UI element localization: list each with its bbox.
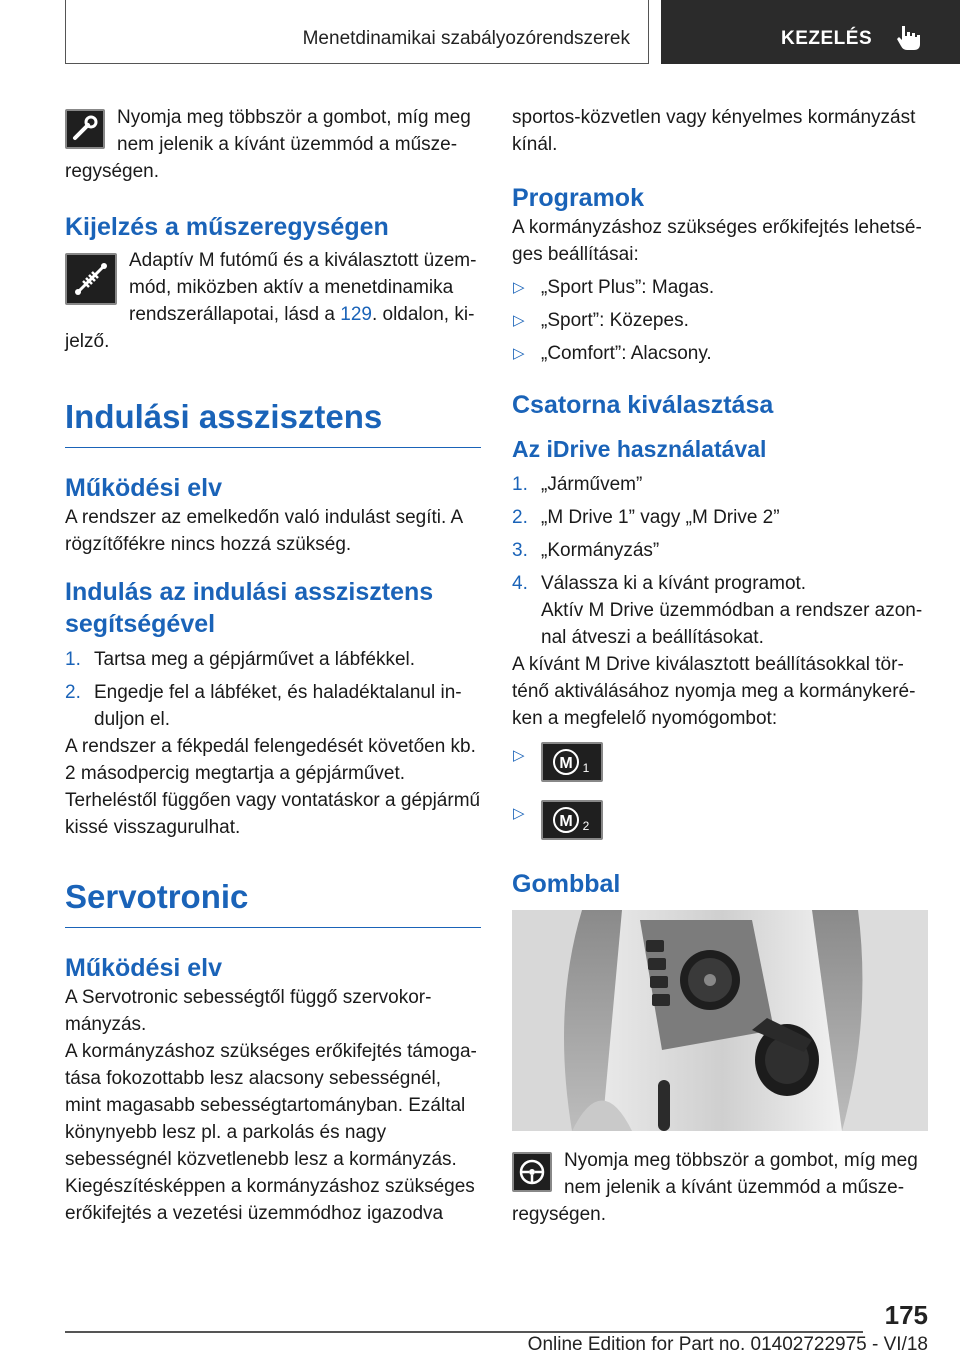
list-item [512,340,928,367]
bullet-triangle-icon: ▷ [513,345,525,362]
channel-heading: Csatorna kiválasztása [512,391,774,419]
step-text: „Kormányzás” [541,540,660,561]
program-text: „Sport Plus”: Magas. [541,277,715,298]
intro-paragraph [65,104,481,185]
display-text [65,247,481,355]
display-text-a: Adaptív M futómű és a kiválasztott üzemmód, miközben aktív a menetdinamika rendszerállapotai, lásd a [129,250,477,325]
step-number: 1. [512,474,528,495]
wrench-button-icon [65,109,105,149]
hill-para-1: A rendszer a fékpedál felengedését követően kb. 2 másodpercig megtartja a gépjárművet. [65,736,476,784]
programs-list [512,274,928,367]
right-column [512,0,928,1228]
list-item [512,570,928,597]
section-title: Menetdinamikai szabályozórendszerek [302,28,630,49]
display-heading: Kijelzés a műszeregységen [65,213,389,241]
programs-heading: Programok [512,184,644,212]
hill-steps [65,646,481,733]
list-item [65,679,481,733]
step-text: Válassza ki a kívánt programot. [541,573,807,594]
page-number: 175 [884,1300,928,1330]
mdrive-buttons-list [512,742,928,844]
bullet-triangle-icon: ▷ [513,279,525,296]
button-text: Nyomja meg többször a gombot, míg meg nem jelenik a kívánt üzemmód a műszeregységen. [512,1150,918,1225]
list-item [512,800,928,844]
idrive-steps [512,471,928,597]
hill-para-2: Terheléstől függően vagy vontatáskor a gépjármű kissé visszagurulhat. [65,790,481,838]
servotronic-title: Servotronic [65,877,481,928]
step-number: 4. [512,573,528,594]
step-number: 1. [65,649,81,670]
m-drive-1-button-icon [541,742,603,782]
left-column [65,0,481,1227]
list-item [512,307,928,334]
step-text: Tartsa meg a gépjárművet a lábfékkel. [94,649,416,670]
edition-text: Online Edition for Part no. 01402722975 - VI/18 [527,1334,928,1355]
mdrive-text: A kívánt M Drive kiválasztott beállításokkal történő aktiválásához nyomja meg a kormánykeréken a megfelelő nyomógombot: [512,654,916,729]
step-number: 3. [512,540,528,561]
servo-para-1: A Servotronic sebességtől függő szervokormányzás. [65,987,432,1035]
button-heading: Gombbal [512,870,621,898]
list-item [65,646,481,673]
list-item [512,504,928,531]
list-item [512,471,928,498]
display-paragraph [65,247,481,355]
bullet-triangle-icon: ▷ [513,805,525,822]
hill-start-title: Indulási asszisztens [65,397,481,448]
hill-principle-text: A rendszer az emelkedőn való indulást segíti. A rögzítőfékre nincs hozzá szükség. [65,507,463,555]
list-item [512,274,928,301]
list-item [512,537,928,564]
servo-para-3: Kiegészítésképpen a kormányzáshoz szükséges erőkifejtés a vezetési üzemmódhoz igazodva [65,1176,475,1224]
button-paragraph [512,1147,928,1228]
hill-start-heading: Indulás az indulási asszisztens segítségével [65,578,434,638]
bullet-triangle-icon: ▷ [513,312,525,329]
list-item [512,742,928,786]
m-drive-2-sub: 2 [582,819,590,833]
idrive-heading: Az iDrive használatával [512,436,767,462]
steering-wheel-icon [512,1152,552,1192]
step-number: 2. [512,507,528,528]
hill-principle-heading: Működési elv [65,474,222,502]
step-text: „Járművem” [541,474,643,495]
intro-text: Nyomja meg többször a gombot, míg meg nem jelenik a kívánt üzemmód a műszeregységen. [65,107,471,182]
m-drive-1-sub: 1 [582,761,590,775]
program-text: „Sport”: Közepes. [541,310,689,331]
chapter-tab-label: KEZELÉS [781,28,873,49]
step-text: Engedje fel a lábféket, és haladéktalanul induljon el. [94,682,462,730]
page-link[interactable]: 129 [340,304,372,325]
footer-divider [65,1331,863,1333]
m-drive-2-button-icon [541,800,603,840]
center-console-photo [512,910,928,1131]
bullet-triangle-icon: ▷ [513,747,525,764]
idrive-note: Aktív M Drive üzemmódban a rendszer azonnal átveszi a beállításokat. [541,600,923,648]
servo-para-2: A kormányzáshoz szükséges erőkifejtés támogatása fokozottabb lesz alacsony sebességnél, mint magasabb sebességtartományban. Ezáltal könynyebb lesz pl. a parkolás és nagy sebességnél közvetlenebb lesz a kormányzás. [65,1041,477,1170]
programs-text: A kormányzáshoz szükséges erőkifejtés lehetséges beállításai: [512,217,922,265]
servo-principle-heading: Működési elv [65,954,222,982]
suspension-icon [65,253,117,305]
m-drive-2-label: M [559,813,573,830]
program-text: „Comfort”: Alacsony. [541,343,712,364]
continued-text: sportos-közvetlen vagy kényelmes kormányzást kínál. [512,107,916,155]
display-text-b: . oldalon, kijelző. [65,304,475,352]
step-text: „M Drive 1” vagy „M Drive 2” [541,507,780,528]
m-drive-1-label: M [559,755,573,772]
step-number: 2. [65,682,81,703]
